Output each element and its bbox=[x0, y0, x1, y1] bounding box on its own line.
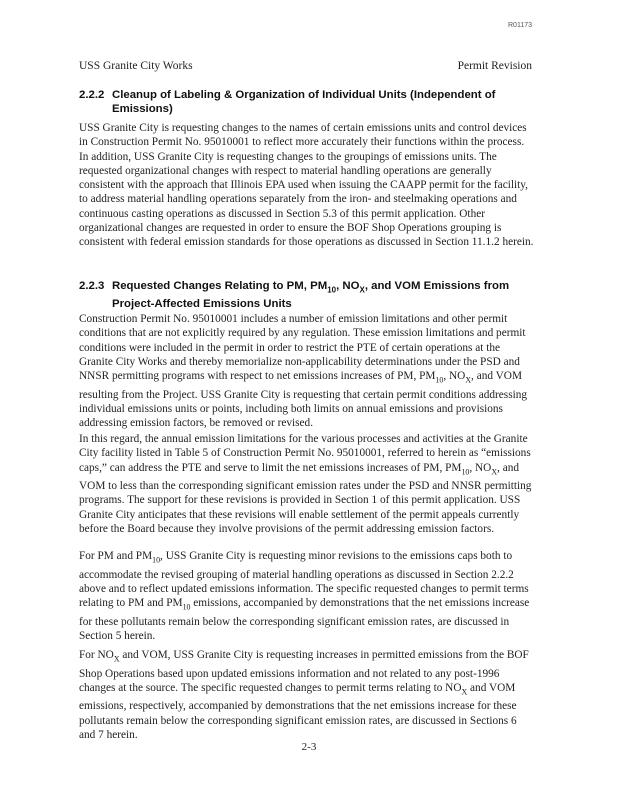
document-stamp: R01173 bbox=[508, 22, 533, 29]
page-number: 2-3 bbox=[301, 741, 317, 753]
page-header bbox=[79, 60, 532, 72]
section-223-title: Requested Changes Relating to PM, $PM_{10}$, $NO_X$, and VOM Emissions from Project-Affected Emissions Units bbox=[112, 280, 510, 311]
section-223-heading bbox=[79, 279, 535, 311]
section-223-paragraph-2: In this regard, the annual emission limitations for the various processes and activities at the Granite City facility listed in Table 5 of Construction Permit No. 95010001, referred to herein as “emissions caps,” can address the PTE and serve to limit the net emissions increases of PM, $PM_{10}$, $NO_X$, and VOM to less than the corresponding significant emission rates under the PSD and NNSR permitting programs. The support for these revisions is provided in Section 1 of this permit application. USS Granite City anticipates that these revisions will enable settlement of the permit appeals currently before the Board because they involve provisions of the permit addressing emission factors. bbox=[79, 433, 532, 536]
section-222-heading bbox=[79, 88, 535, 116]
section-223-paragraph-1: Construction Permit No. 95010001 includes a number of emission limitations and other permit conditions that are not explicitly required by any regulation. These emission limitations and permit conditions were included in the permit in order to restrict the PTE of certain operations at the Granite City Works and thereby memorialize non-applicability determinations under the PSD and NNSR permitting programs with respect to net emissions increases of PM, $PM_{10}$, $NO_X$, and VOM resulting from the Project. USS Granite City is requesting that certain permit conditions addressing individual emissions units or points, including both limits on annual emissions and provisions addressing emission factors, be removed or revised. bbox=[79, 313, 528, 430]
section-223-number: 2.2.3 bbox=[79, 280, 105, 292]
section-222-paragraph: USS Granite City is requesting changes to the names of certain emissions units and control devices in Construction Permit No. 95010001 to reflect more accurately their functions within the process. In addition, USS Granite City is requesting changes to the groupings of emissions units. The requested organizational changes with respect to material handling operations are generally consistent with the approach that Illinois EPA used when issuing the CAAPP permit for the facility, to address material handling operations separately from the iron- and steelmaking operations and continuous casting operations as discussed in Section 5.3 of this permit application. Other organizational changes are requested in order to ensure the BOF Shop Operations grouping is consistent with federal emission standards for those operations as discussed in Section 11.1.2 herein. bbox=[79, 122, 534, 249]
section-223-paragraph-3: For PM and $PM_{10}$, USS Granite City is requesting minor revisions to the emissions caps both to accommodate the revised grouping of material handling operations as discussed in Section 2.2.2 above and to reflect updated emissions information. The specific requested changes to permit terms relating to PM and $PM_{10}$ emissions, accompanied by demonstrations that the net emissions increase for these pollutants remain below the corresponding significant emission rates, are discussed in Section 5 herein. bbox=[79, 550, 530, 642]
section-223-paragraph-4: For $NO_X$ and VOM, USS Granite City is requesting increases in permitted emissions from the BOF Shop Operations based upon updated emissions information and not related to any post-1996 changes at the source. The specific requested changes to permit terms relating to $NO_X$ and VOM emissions, respectively, accompanied by demonstrations that the net emissions increase for these pollutants remain below the corresponding significant emission rates, are discussed in Sections 6 and 7 herein. bbox=[79, 649, 529, 741]
section-222-title: Cleanup of Labeling & Organization of Individual Units (Independent of Emissions) bbox=[112, 89, 496, 115]
header-left: USS Granite City Works bbox=[79, 60, 193, 72]
section-222-number: 2.2.2 bbox=[79, 89, 105, 101]
header-right: Permit Revision bbox=[457, 60, 532, 72]
